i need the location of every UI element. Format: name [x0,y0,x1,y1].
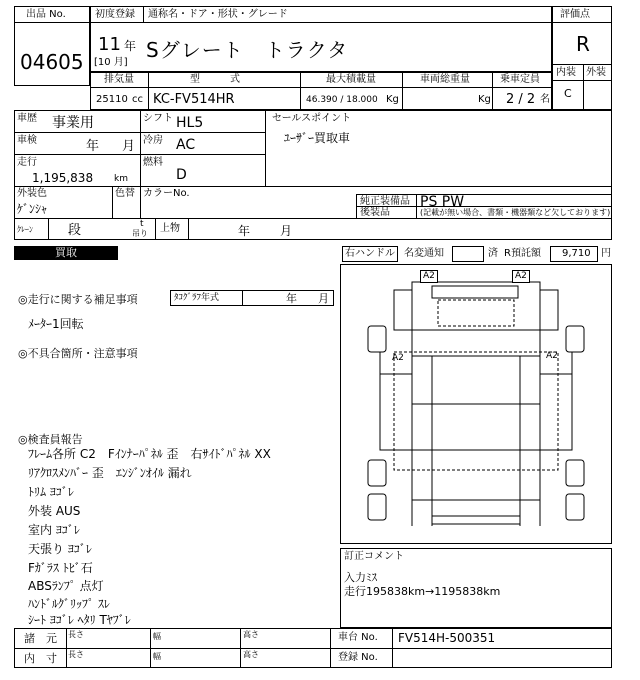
model-grade-label: 通称名・ドア・形状・グレード [148,9,288,20]
damage-mark-side-right: A2 [546,351,558,361]
correction-line-2: 走行195838km→1195838km [344,585,501,598]
capacity-unit: 名 [540,94,550,105]
recycle-unit: 円 [601,248,611,259]
crane-label: ｸﾚｰﾝ [17,225,33,234]
height-label-2: 高さ [243,650,259,659]
meter-note: ﾒｰﾀｰ1回転 [28,317,84,331]
recycle-amount: 9,710 [562,248,591,259]
fuel-label: 燃料 [143,157,163,168]
displacement-label: 排気量 [104,74,134,85]
score-label: 評価点 [560,9,590,20]
inspection-month-unit: 月 [122,139,136,154]
mileage-unit: km [114,174,128,184]
damage-mark-front-right: A2 [512,270,530,283]
mileage-value: 1,195,838 [32,171,94,185]
shift-value: HL5 [176,115,204,131]
exterior-color-label: 外装色 [17,188,47,199]
model-value: KC-FV514HR [153,92,235,107]
tachograph-label: ﾀｺｸﾞﾗﾌ年式 [174,293,220,303]
inspection-year-unit: 年 [86,139,100,154]
dimensions-label: 諸 元 [24,632,57,645]
correction-line-1: 入力ﾐｽ [344,571,377,584]
tachograph-month-unit: 月 [318,292,329,305]
inspector-line: ﾌﾚｰﾑ各所 C2 Fｲﾝﾅｰﾊﾟﾈﾙ 歪 右ｻｲﾄﾞﾊﾟﾈﾙ XX [28,447,271,461]
interior-label: 内装 [556,67,576,78]
upper-month-unit: 月 [280,224,293,238]
max-load-unit: Kg [386,94,399,105]
lot-number: 04605 [20,50,84,74]
gross-weight-label: 車両総重量 [420,74,470,85]
displacement-value: 25110 [96,94,128,105]
model-type-label: 型 式 [190,74,240,85]
inspector-line: ﾘｱｸﾛｽﾒﾝﾊﾞｰ 歪 ｴﾝｼﾞﾝｵｲﾙ 漏れ [28,466,192,480]
recycle-deposit-label: R預託額 [504,248,541,259]
crane-hang-label: 吊り [132,229,148,238]
gross-weight-unit: Kg [478,94,491,105]
fuel-value: D [176,167,187,183]
color-change-label: 色替 [115,188,135,199]
equipment-label: 純正装備品 [360,196,410,207]
ac-value: AC [176,137,196,153]
inspector-line: 外装 AUS [28,504,81,518]
inspector-line: 室内 ﾖｺﾞﾚ [28,523,80,537]
max-load-label: 最大積載量 [326,74,376,85]
exterior-color-value: ｹﾞﾝｼｬ [17,202,48,216]
displacement-unit: cc [132,94,143,105]
mileage-label: 走行 [17,157,37,168]
aftermarket-note: (記載が無い場合、書類・機器類など欠しております) [420,208,611,217]
length-label: 長さ [68,630,84,639]
sales-point-value: ﾕｰｻﾞｰ買取車 [284,131,351,145]
width-label: 幅 [153,632,161,641]
crane-stage-label: 段 [68,223,82,238]
equipment-value: PS PW [420,194,465,210]
sales-point-label: セールスポイント [272,113,352,124]
inspector-line: 天張り ﾖｺﾞﾚ [28,542,92,556]
exterior-label: 外装 [586,67,606,78]
inspector-line: ﾊﾝﾄﾞﾙｸﾞﾘｯﾌﾟ ｽﾚ [28,597,110,611]
height-label: 高さ [243,630,259,639]
history-label: 車歴 [17,113,37,124]
inspection-label: 車検 [17,135,37,146]
upper-year-unit: 年 [238,224,251,238]
capacity-value: 2 / 2 [506,92,536,107]
capacity-label: 乗車定員 [500,74,540,85]
recycle-done-label: 済 [488,248,498,259]
interior-dimensions-label: 内 寸 [24,652,57,665]
purchase-tag: 買取 [14,246,118,260]
tachograph-year-unit: 年 [286,292,297,305]
vehicle-name: Sグレート トラクタ [146,38,349,62]
inspector-line: ﾄﾘﾑ ﾖｺﾞﾚ [28,485,74,499]
chassis-label: 車台 No. [338,632,378,643]
width-label-2: 幅 [153,652,161,661]
aftermarket-label: 後装品 [360,207,390,218]
details-grid [14,110,612,240]
overall-score: R [576,32,590,56]
inspector-line: ｼｰﾄ ﾖｺﾞﾚ ﾍﾀﾘ Tﾔﾌﾞﾚ [28,613,131,627]
driving-supplement-label: ◎走行に関する補足事項 [18,293,138,306]
steering-value: 右ハンドル [345,248,395,259]
max-load-value: 46.390 / 18.000 [306,95,378,105]
color-number-label: カラーNo. [143,188,190,199]
inspector-line: ABSﾗﾝﾌﾟ 点灯 [28,579,104,593]
registration-number-label: 登録 No. [338,652,378,663]
damage-mark-side-left: A2 [392,353,404,363]
defects-label: ◎不具合箇所・注意事項 [18,347,138,360]
correction-label: 訂正コメント [344,551,404,562]
shift-label: シフト [143,113,173,124]
year-unit: 年 [124,39,137,53]
length-label-2: 長さ [68,650,84,659]
crane-t-label: t [140,219,144,229]
inspector-line: Fｶﾞﾗｽ ﾄﾋﾞ石 [28,561,93,575]
name-change-box [452,246,484,262]
first-registration-label: 初度登録 [95,9,135,20]
chassis-number: FV514H-500351 [398,631,496,645]
ac-label: 冷房 [143,135,163,146]
interior-grade: C [564,87,572,100]
damage-mark-front-left: A2 [420,270,438,283]
history-value: 事業用 [52,115,94,131]
upper-label: 上物 [160,223,180,234]
inspector-report-label: ◎検査員報告 [18,433,83,446]
registration-year: 11 [98,34,121,55]
name-change-label: 名変通知 [404,248,444,259]
registration-month: [10 月] [94,57,128,68]
lot-no-label: 出品 No. [26,9,66,20]
truck-diagram [340,264,612,544]
